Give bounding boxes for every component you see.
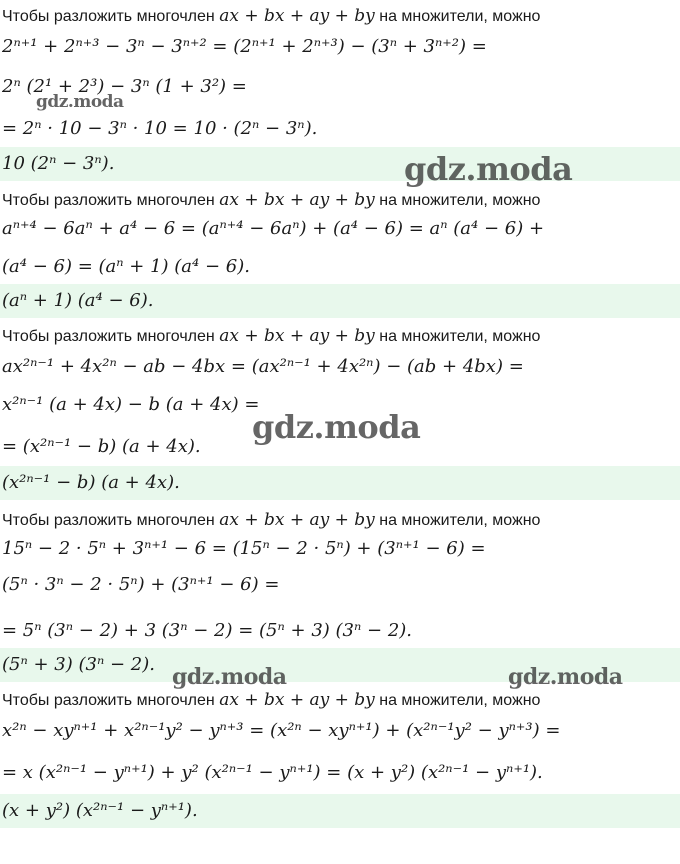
intro-suffix: на множители, можно [374,328,541,345]
answer-text: (aⁿ + 1) (a⁴ − 6). [2,290,154,311]
problem-4-line-3: = 5ⁿ (3ⁿ − 2) + 3 (3ⁿ − 2) = (5ⁿ + 3) (3ⁿ − 2). [2,620,413,641]
watermark-logo: gdz.moda [172,664,287,690]
problem-3-answer [0,466,680,500]
problem-1-line-1: 2ⁿ⁺¹ + 2ⁿ⁺³ − 3ⁿ − 3ⁿ⁺² = (2ⁿ⁺¹ + 2ⁿ⁺³) − (3ⁿ + 3ⁿ⁺²) = [2,36,487,57]
problem-3-line-1: ax²ⁿ⁻¹ + 4x²ⁿ − ab − 4bx = (ax²ⁿ⁻¹ + 4x²ⁿ) − (ab + 4bx) = [2,356,524,377]
intro-suffix: на множители, можно [374,192,541,209]
watermark-logo: gdz.moda [36,92,124,112]
intro-suffix: на множители, можно [374,8,541,25]
problem-5-answer [0,794,680,828]
problem-2-line-2: (a⁴ − 6) = (aⁿ + 1) (a⁴ − 6). [2,256,250,277]
watermark-logo: gdz.moda [404,150,573,188]
intro-formula: ax + bx + ay + by [219,326,375,346]
intro-prefix: Чтобы разложить многочлен [2,328,220,345]
problem-1-intro [0,6,680,27]
intro-prefix: Чтобы разложить многочлен [2,512,220,529]
problem-3-line-3: = (x²ⁿ⁻¹ − b) (a + 4x). [2,436,201,457]
intro-suffix: на множители, можно [374,512,541,529]
problem-5-intro [0,690,680,711]
intro-formula: ax + bx + ay + by [219,190,375,210]
intro-prefix: Чтобы разложить многочлен [2,692,220,709]
watermark-logo: gdz.moda [508,664,623,690]
intro-formula: ax + bx + ay + by [219,510,375,530]
intro-suffix: на множители, можно [374,692,541,709]
problem-2-intro [0,190,680,211]
answer-text: (x + y²) (x²ⁿ⁻¹ − yⁿ⁺¹). [2,800,198,821]
problem-3-intro [0,326,680,347]
problem-5-line-1: x²ⁿ − xyⁿ⁺¹ + x²ⁿ⁻¹y² − yⁿ⁺³ = (x²ⁿ − xyⁿ⁺¹) + (x²ⁿ⁻¹y² − yⁿ⁺³) = [2,720,561,741]
problem-2-line-1: aⁿ⁺⁴ − 6aⁿ + a⁴ − 6 = (aⁿ⁺⁴ − 6aⁿ) + (a⁴ − 6) = aⁿ (a⁴ − 6) + [2,218,545,239]
watermark-logo: gdz.moda [252,408,421,446]
problem-4-intro [0,510,680,531]
answer-text: (x²ⁿ⁻¹ − b) (a + 4x). [2,472,180,493]
problem-4-line-1: 15ⁿ − 2 · 5ⁿ + 3ⁿ⁺¹ − 6 = (15ⁿ − 2 · 5ⁿ) + (3ⁿ⁺¹ − 6) = [2,538,486,559]
intro-formula: ax + bx + ay + by [219,6,375,26]
answer-text: (5ⁿ + 3) (3ⁿ − 2). [2,654,155,675]
intro-prefix: Чтобы разложить многочлен [2,8,220,25]
problem-1-line-3: = 2ⁿ · 10 − 3ⁿ · 10 = 10 · (2ⁿ − 3ⁿ). [2,118,318,139]
problem-4-line-2: (5ⁿ · 3ⁿ − 2 · 5ⁿ) + (3ⁿ⁺¹ − 6) = [2,574,280,595]
problem-1-answer [0,147,680,181]
problem-3-line-2: x²ⁿ⁻¹ (a + 4x) − b (a + 4x) = [2,394,260,415]
problem-5-line-2: = x (x²ⁿ⁻¹ − yⁿ⁺¹) + y² (x²ⁿ⁻¹ − yⁿ⁺¹) = (x + y²) (x²ⁿ⁻¹ − yⁿ⁺¹). [2,762,543,783]
intro-prefix: Чтобы разложить многочлен [2,192,220,209]
problem-1-line-2: 2ⁿ (2¹ + 2³) − 3ⁿ (1 + 3²) = [2,76,247,97]
answer-text: 10 (2ⁿ − 3ⁿ). [2,153,115,174]
intro-formula: ax + bx + ay + by [219,690,375,710]
problem-2-answer [0,284,680,318]
